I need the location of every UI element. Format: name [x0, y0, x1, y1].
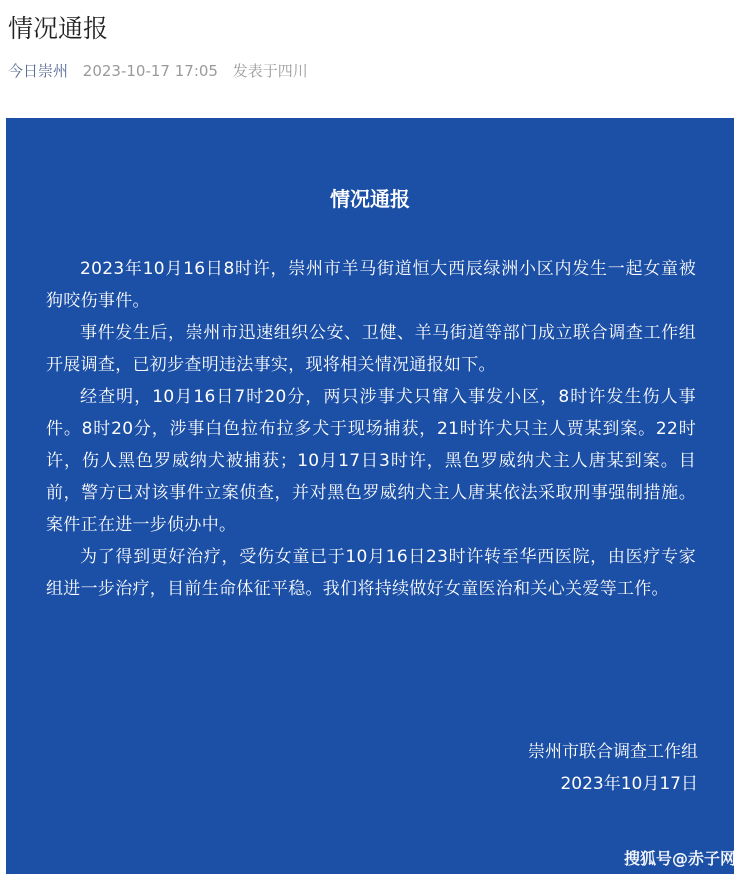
notice-image	[6, 118, 734, 874]
article-datetime: 2023-10-17 17:05	[82, 62, 218, 80]
notice-signature-block	[528, 736, 698, 800]
notice-paragraph: 为了得到更好治疗，受伤女童已于10月16日23时许转至华西医院，由医疗专家组进一步治疗，目前生命体征平稳。我们将持续做好女童医治和关心关爱等工作。	[46, 547, 696, 599]
notice-signature: 崇州市联合调查工作组	[528, 742, 698, 762]
article-source-link[interactable]: 今日崇州	[8, 62, 69, 80]
watermark: 搜狐号@赤子网	[623, 849, 736, 868]
notice-date: 2023年10月17日	[560, 774, 698, 794]
notice-body	[46, 253, 696, 605]
notice-heading: 情况通报	[330, 187, 410, 211]
notice-paragraph: 2023年10月16日8时许，崇州市羊马街道恒大西辰绿洲小区内发生一起女童被狗咬伤事件。	[46, 259, 696, 311]
article-title: 情况通报	[8, 14, 109, 43]
article-meta	[8, 60, 308, 82]
notice-paragraph: 事件发生后，崇州市迅速组织公安、卫健、羊马街道等部门成立联合调查工作组开展调查，已初步查明违法事实，现将相关情况通报如下。	[46, 323, 696, 375]
notice-paragraph: 经查明，10月16日7时20分，两只涉事犬只窜入事发小区，8时许发生伤人事件。8时20分，涉事白色拉布拉多犬于现场捕获，21时许犬只主人贾某到案。22时许，伤人黑色罗威纳犬被捕获；10月17日3时许，黑色罗威纳犬主人唐某到案。目前，警方已对该事件立案侦查，并对黑色罗威纳犬主人唐某依法采取刑事强制措施。案件正在进一步侦办中。	[46, 387, 696, 535]
article-location: 发表于四川	[232, 62, 308, 80]
